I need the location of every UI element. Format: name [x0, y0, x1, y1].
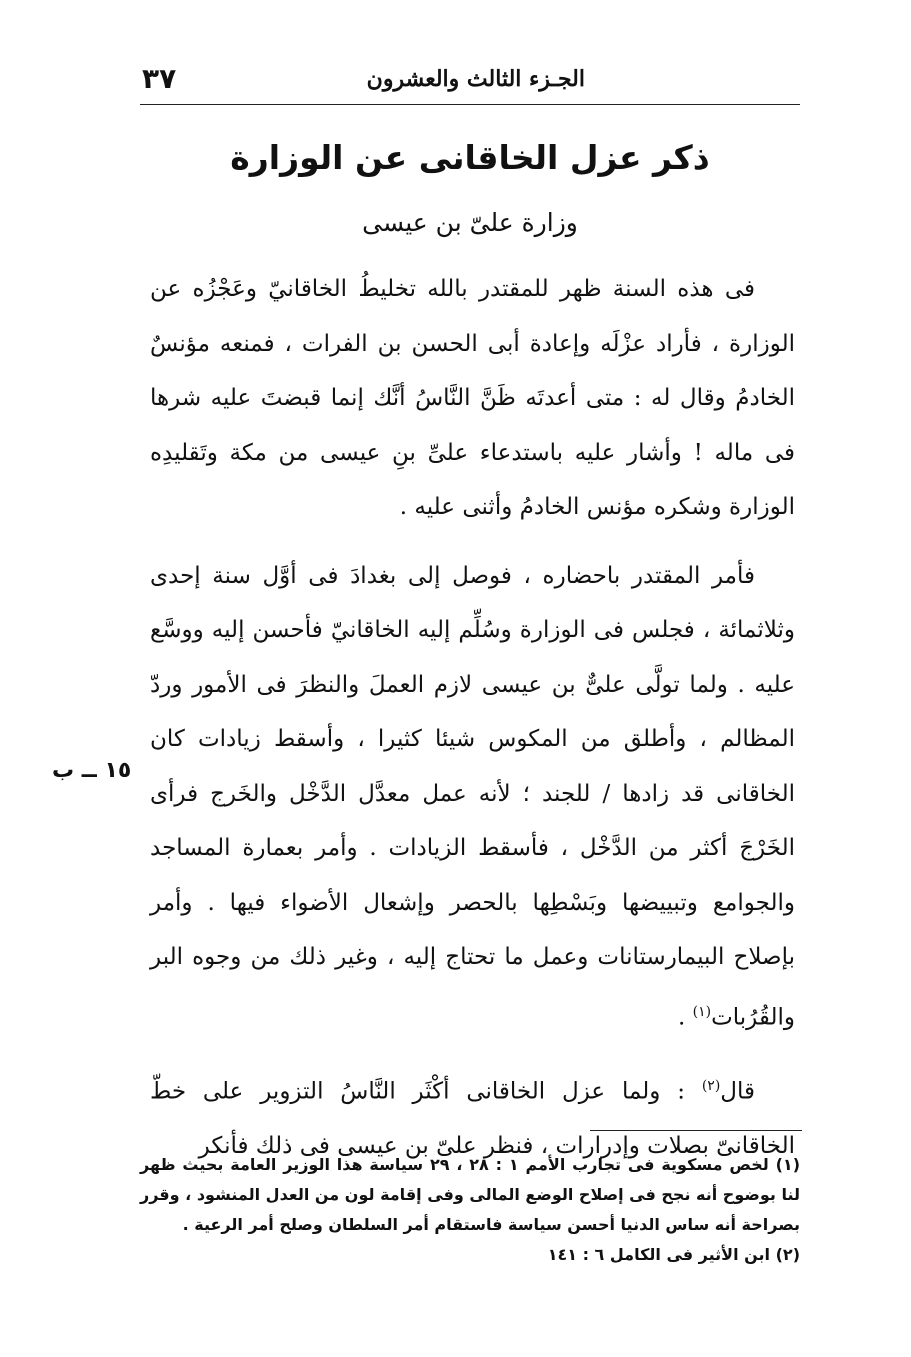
footnotes	[140, 1150, 800, 1270]
paragraph-2-text: فأمر المقتدر باحضاره ، فوصل إلى بغدادَ فى أوَّل سنة إحدى وثلاثمائة ، فجلس فى الوزارة وسُلِّم إليه الخاقانيّ فأحسن إليه ووسَّع عليه . ولما تولَّى علىٌّ بن عيسى لازم العملَ والنظرَ فى الأمور وردّ المظالم ، وأطلق من المكوس شيئا كثيرا ، وأسقط زيادات كان الخاقانى قد زادها / للجند ؛ لأنه عمل معدَّل الدَّخْل والخَرج فرأى الخَرْجَ أكثر من الدَّخْل ، فأسقط الزيادات . وأمر بعمارة المساجد والجوامع وتبييضها وبَسْطِها بالحصر وإشعال الأضواء فيها . وأمر بإصلاح البيمارستانات وعمل ما تحتاج إليه ، وغير ذلك من وجوه البر والقُرُبات	[150, 562, 795, 1031]
paragraph-1: فى هذه السنة ظهر للمقتدر بالله تخليطُ الخاقانيّ وعَجْزُه عن الوزارة ، فأراد عزْلَه وإعادة أبى الحسن بن الفرات ، فمنعه مؤنسٌ الخادمُ وقال له : متى أعدتَه ظَنَّ النَّاسُ أنَّك إنما قبضتَ عليه شرها فى ماله ! وأشار عليه باستدعاء علىِّ بنِ عيسى من مكة وتَقليدِه الوزارة وشكره مؤنس الخادمُ وأثنى عليه .	[150, 276, 795, 520]
paragraph-3-start: قال	[720, 1078, 755, 1105]
running-title: الجـزء الثالث والعشرون	[366, 66, 585, 92]
section-subtitle: وزارة علىّ بن عيسى	[362, 208, 578, 237]
header-rule	[140, 104, 800, 105]
margin-folio-note: ١٥ ــ ب	[52, 758, 132, 783]
paragraph-2-end: .	[678, 1004, 693, 1031]
footnote-1: (١) لخص مسكوية فى تجارب الأمم ١ : ٢٨ ، ٢٩ سياسة هذا الوزير العامة بحيث ظهر لنا بوضوح أنه نجح فى إصلاح الوضع المالى وفى إقامة لون من العدل المنشود ، وقرر بصراحة أنه ساس الدنيا أحسن سياسة فاستقام أمر السلطان وصلح أمر الرعية .	[140, 1155, 800, 1234]
footnote-rule	[590, 1130, 802, 1131]
footnote-ref-2: (٢)	[701, 1077, 721, 1094]
footnote-2: (٢) ابن الأثير فى الكامل ٦ : ١٤١	[547, 1245, 800, 1264]
page-number: ٣٧	[142, 62, 177, 95]
footnote-ref-1: (١)	[692, 1003, 712, 1020]
paragraph-2	[150, 549, 795, 1045]
page-header	[140, 62, 800, 96]
body-text	[150, 262, 795, 1173]
paragraph-3-text: : ولما عزل الخاقانى أكْثَر النَّاسُ التزوير على خطّ الخاقانىّ بصلات وإدرارات ، فنظر علىّ بن عيسى فى ذلك فأنكر	[150, 1078, 795, 1159]
chapter-title: ذكر عزل الخاقانى عن الوزارة	[230, 138, 710, 177]
